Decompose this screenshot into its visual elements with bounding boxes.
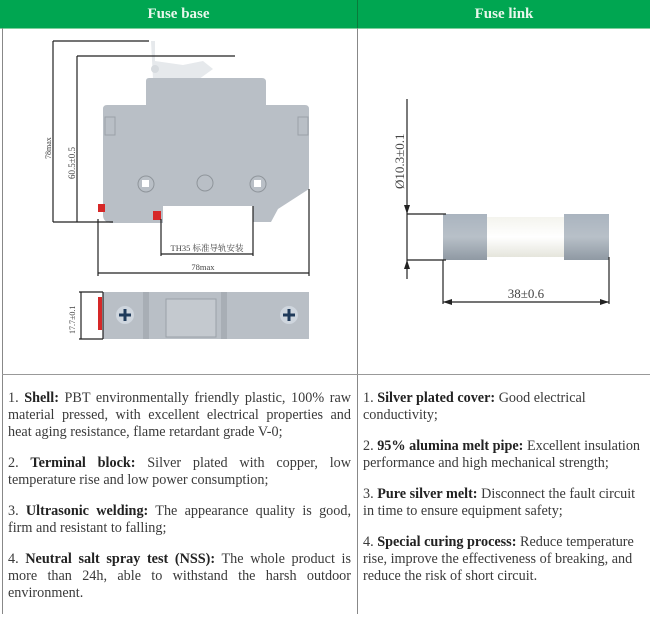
- feature-title: Special curing process:: [377, 534, 517, 550]
- rail-label: TH35 标准导轨安装: [170, 243, 244, 253]
- dim-total-height: 78max: [44, 137, 53, 159]
- feature-title: Neutral salt spray test (NSS):: [25, 551, 216, 567]
- dim-width: 78max: [191, 262, 215, 272]
- feature-title: Pure silver melt:: [377, 486, 478, 502]
- feature-item: 4. Special curing process: Reduce temperature rise, improve the effectiveness of breaking, and reduce the risk of short circuit.: [363, 534, 634, 584]
- feature-title: Silver plated cover:: [377, 390, 496, 406]
- feature-item: 2. Terminal block: Silver plated with copper, low temperature rise and low power consumption;: [8, 455, 352, 488]
- feature-item: 1. Silver plated cover: Good electrical conductivity;: [363, 390, 586, 423]
- fuse-base-drawing: [3, 29, 357, 374]
- header-fuse-base: Fuse base: [147, 6, 210, 22]
- feature-title: Shell:: [24, 390, 59, 406]
- feature-item: 3. Ultrasonic welding: The appearance quality is good, firm and resistant to falling;: [8, 503, 351, 536]
- feature-item: 1. Shell: PBT environmentally friendly plastic, 100% raw material pressed, with excellent electrical properties and heat aging resistance, flame retardant grade V-0;: [8, 390, 352, 440]
- dim-rail-height: 60.5±0.5: [67, 147, 77, 179]
- feature-item: 4. Neutral salt spray test (NSS): The whole product is more than 24h, able to withstand the harsh outdoor environment.: [8, 551, 352, 601]
- feature-title: Ultrasonic welding:: [25, 503, 149, 519]
- fuse-base-features: [8, 375, 351, 602]
- dim-length: 38±0.6: [507, 286, 545, 301]
- feature-title: 95% alumina melt pipe:: [377, 438, 524, 454]
- dim-diameter: Ø10.3±0.1: [392, 133, 407, 189]
- dim-thickness: 17.7±0.1: [68, 305, 77, 334]
- feature-title: Terminal block:: [30, 455, 136, 471]
- header-fuse-link: Fuse link: [474, 6, 534, 22]
- fuse-link-features: [363, 375, 648, 585]
- feature-item: 2. 95% alumina melt pipe: Excellent insulation performance and high mechanical strength;: [363, 438, 641, 471]
- feature-item: 3. Pure silver melt: Disconnect the fault circuit in time to ensure equipment safety;: [363, 486, 636, 519]
- table-header: [0, 0, 650, 29]
- fuse-link-drawing: [358, 29, 650, 374]
